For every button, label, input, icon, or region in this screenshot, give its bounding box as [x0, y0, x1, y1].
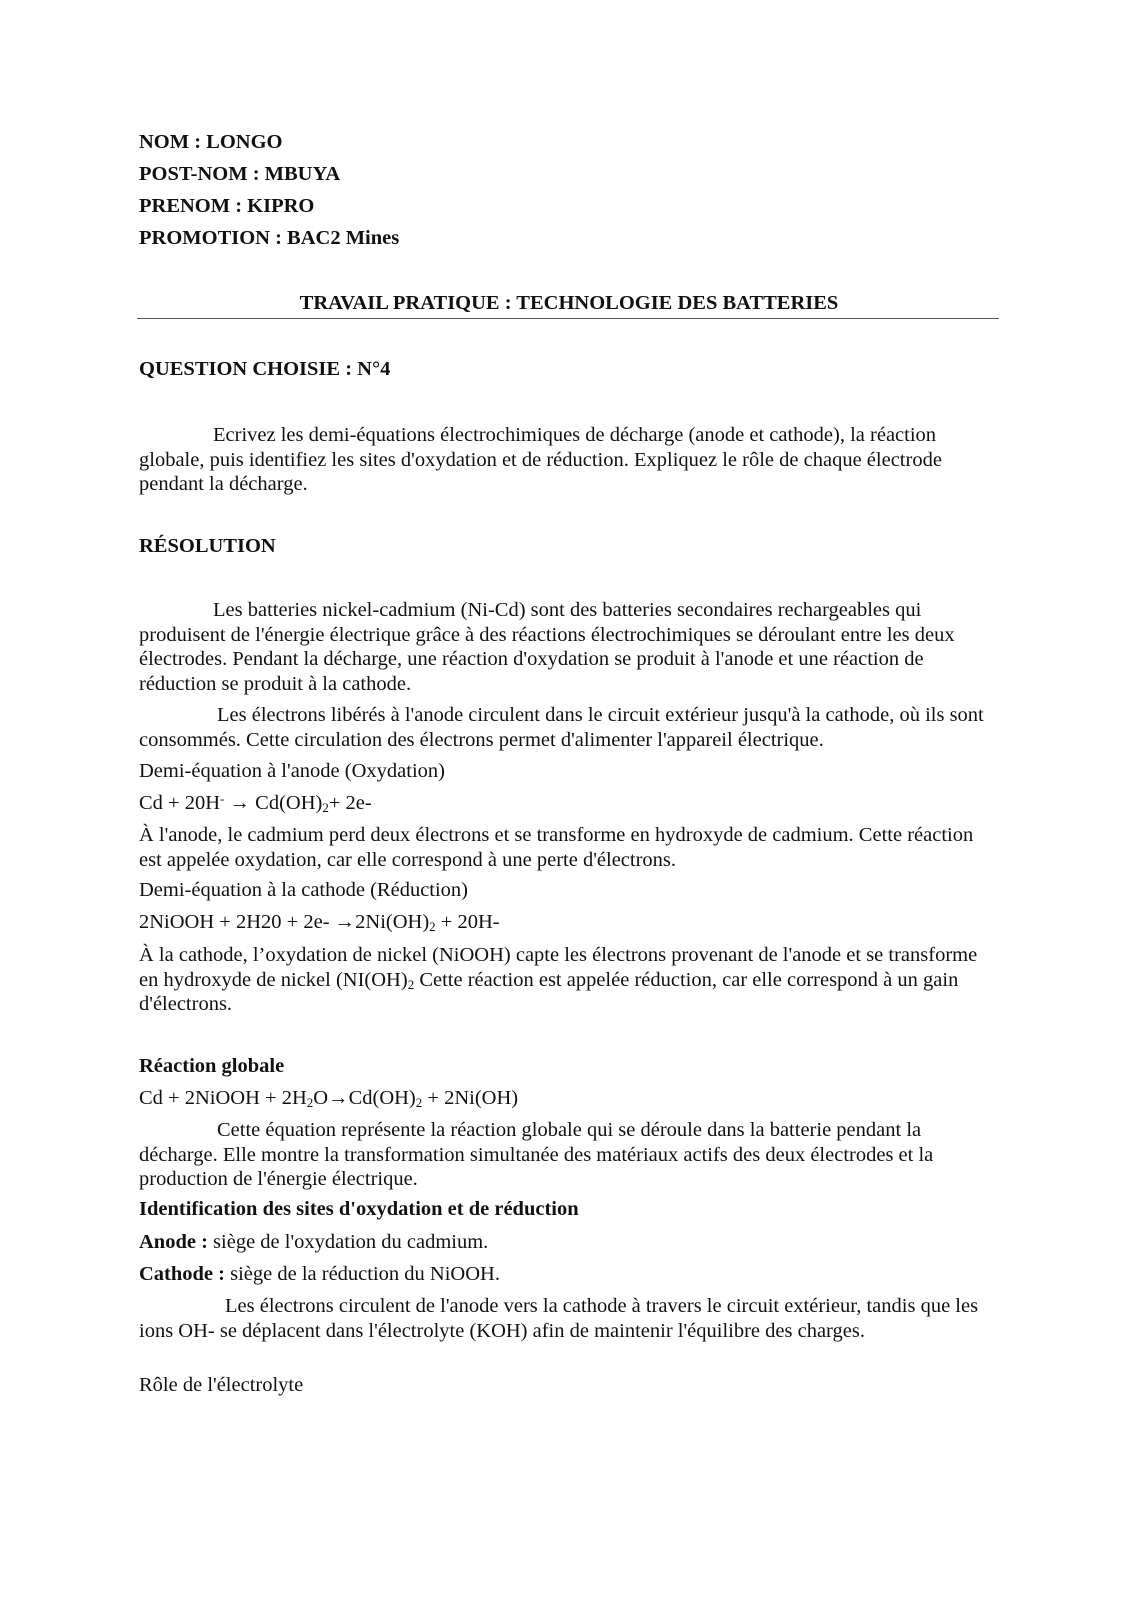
global-reaction-explanation: Cette équation représente la réaction globale qui se déroule dans la batterie pendant la décharge. Elle montre la transformation simultanée des matériaux actifs des deux électrodes et la production de l'énergie électrique.: [139, 1119, 934, 1190]
student-postname: POST-NOM : MBUYA: [139, 163, 341, 185]
title-rule: [137, 318, 999, 319]
cathode-equation: 2NiOOH + $2H20 + 2e- \to 2Ni(OH)_2 + 20H-$: [139, 911, 500, 934]
student-firstname: PRENOM : KIPRO: [139, 195, 315, 217]
anode-heading: Demi-équation à l'anode (Oxydation): [139, 760, 445, 782]
electrolyte-heading: Rôle de l'électrolyte: [139, 1374, 304, 1396]
global-reaction-equation: Cd + 2NiOOH + $2H_2O\to Cd(OH)_2 + 2Ni(OH)$: [139, 1087, 519, 1110]
intro-paragraph: Les batteries nickel-cadmium (Ni-Cd) sont des batteries secondaires rechargeables qui produisent de l'énergie électrique grâce à des réactions électrochimiques se déroulant entre les deux électrodes. Pendant la décharge, une réaction d'oxydation se produit à l'anode et une réaction de réduction se produit à la cathode.: [139, 599, 955, 695]
electron-flow-paragraph: Les électrons circulent de l'anode vers la cathode à travers le circuit extérieur, tandis que les ions OH- se déplacent dans l'électrolyte (KOH) afin de maintenir l'équilibre des charges.: [139, 1295, 979, 1342]
anode-equation: $Cd + 20H^- \to Cd(OH)_2+ 2e-$: [139, 791, 372, 815]
global-reaction-heading: Réaction globale: [139, 1055, 285, 1077]
student-name: NOM : LONGO: [139, 131, 283, 153]
anode-site: Anode : siège de l'oxydation du cadmium.: [139, 1231, 489, 1253]
document-title: TRAVAIL PRATIQUE : TECHNOLOGIE DES BATTERIES: [299, 292, 839, 314]
question-text: Ecrivez les demi-équations électrochimiques de décharge (anode et cathode), la réaction globale, puis identifiez les sites d'oxydation et de réduction. Expliquez le rôle de chaque électrode pendant la décharge.: [139, 424, 942, 495]
student-promotion: PROMOTION : BAC2 Mines: [139, 227, 400, 249]
cathode-heading: Demi-équation à la cathode (Réduction): [139, 879, 469, 901]
question-heading: QUESTION CHOISIE : N°4: [139, 358, 391, 380]
anode-explanation: À l'anode, le cadmium perd deux électrons et se transforme en hydroxyde de cadmium. Cette réaction est appelée oxydation, car elle correspond à une perte d'électrons.: [139, 824, 974, 871]
resolution-heading: RÉSOLUTION: [139, 535, 276, 557]
cathode-site: Cathode : siège de la réduction du NiOOH.: [139, 1263, 500, 1285]
electrons-paragraph: Les électrons libérés à l'anode circulent dans le circuit extérieur jusqu'à la cathode, où ils sont consommés. Cette circulation des électrons permet d'alimenter l'appareil électrique.: [139, 704, 984, 751]
sites-heading: Identification des sites d'oxydation et de réduction: [139, 1198, 579, 1220]
cathode-explanation: À la cathode, l’oxydation de nickel (NiOOH) capte les électrons provenant de l'anode et se transforme en hydroxyde de nickel ($NI(OH)_2$ Cette réaction est appelée réduction, car elle correspond à un gain d'électrons.: [139, 944, 978, 1015]
